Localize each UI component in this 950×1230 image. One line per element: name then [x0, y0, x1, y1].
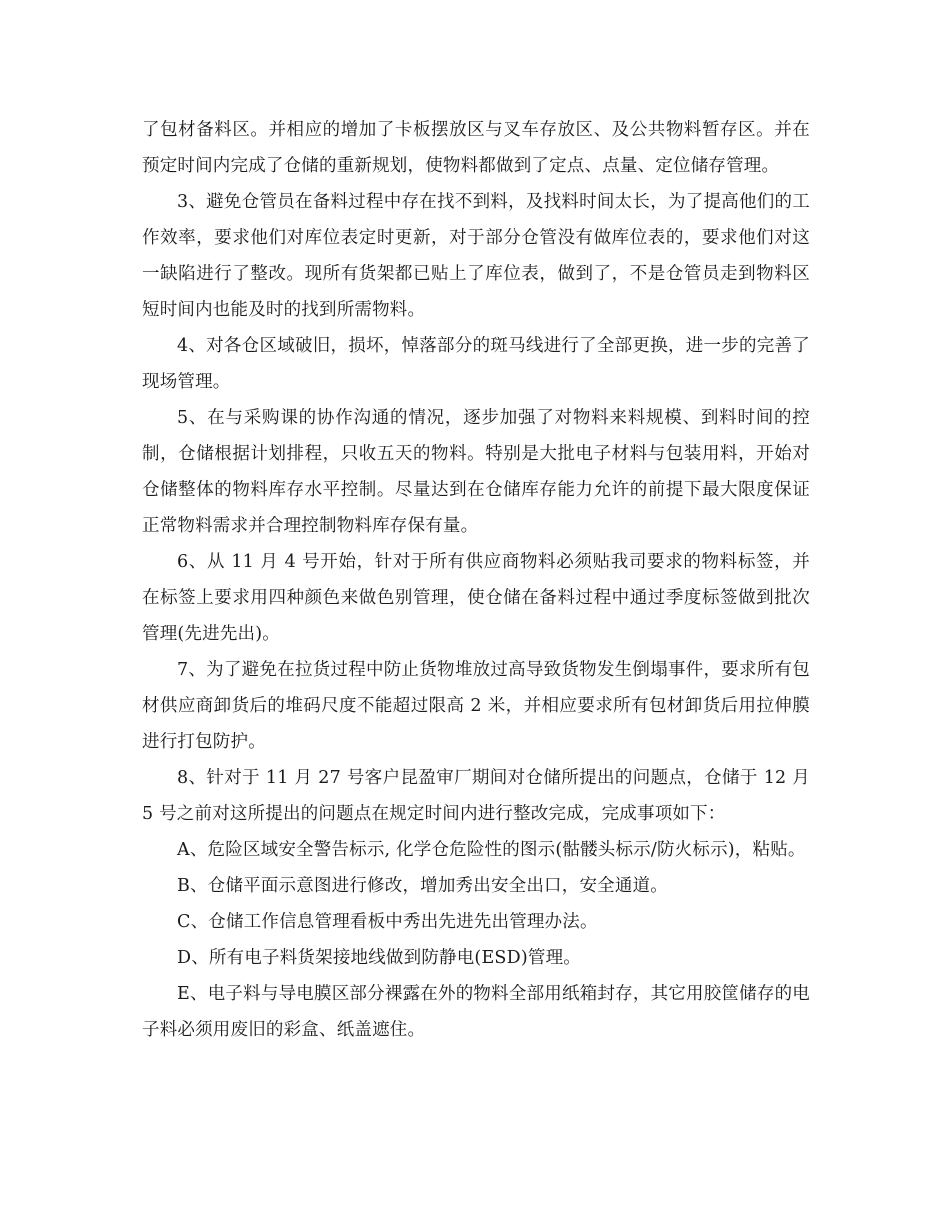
paragraph-continuation: 了包材备料区。并相应的增加了卡板摆放区与叉车存放区、及公共物料暂存区。并在预定时间内完成了仓储的重新规划，使物料都做到了定点、点量、定位储存管理。: [142, 120, 810, 176]
paragraph-item-5: 5、在与采购课的协作沟通的情况，逐步加强了对物料来料规模、到料时间的控制，仓储根据计划排程，只收五天的物料。特别是大批电子材料与包装用料，开始对仓储整体的物料库存水平控制。尽量达到在仓储库存能力允许的前提下最大限度保证正常物料需求并合理控制物料库存保有量。: [142, 408, 810, 536]
paragraph-item-4: 4、对各仓区域破旧，损坏，悼落部分的斑马线进行了全部更换，进一步的完善了现场管理。: [142, 336, 810, 392]
document-body: [142, 112, 810, 1048]
paragraph-item-6: 6、从 11 月 4 号开始，针对于所有供应商物料必须贴我司要求的物料标签，并在标签上要求用四种颜色来做色别管理，使仓储在备料过程中通过季度标签做到批次管理(先进先出)。: [142, 552, 810, 644]
paragraph-subitem-b: B、仓储平面示意图进行修改，增加秀出安全出口，安全通道。: [177, 876, 668, 896]
paragraph-item-8: 8、针对于 11 月 27 号客户昆盈审厂期间对仓储所提出的问题点，仓储于 12 月 5 号之前对这所提出的问题点在规定时间内进行整改完成，完成事项如下：: [142, 768, 810, 824]
paragraph-item-7: 7、为了避免在拉货过程中防止货物堆放过高导致货物发生倒塌事件，要求所有包材供应商卸货后的堆码尺度不能超过限高 2 米，并相应要求所有包材卸货后用拉伸膜进行打包防护。: [142, 660, 810, 752]
paragraph-subitem-c: C、仓储工作信息管理看板中秀出先进先出管理办法。: [177, 912, 598, 932]
paragraph-subitem-e: E、电子料与导电膜区部分裸露在外的物料全部用纸箱封存，其它用胶筐储存的电子料必须用废旧的彩盒、纸盖遮住。: [142, 984, 810, 1040]
paragraph-subitem-d: D、所有电子料货架接地线做到防静电(ESD)管理。: [177, 948, 581, 968]
paragraph-item-3: 3、避免仓管员在备料过程中存在找不到料，及找料时间太长，为了提高他们的工作效率，要求他们对库位表定时更新，对于部分仓管没有做库位表的，要求他们对这一缺陷进行了整改。现所有货架都已贴上了库位表，做到了，不是仓管员走到物料区短时间内也能及时的找到所需物料。: [142, 192, 810, 320]
paragraph-subitem-a: A、危险区域安全警告标示, 化学仓危险性的图示(骷髅头标示/防火标示)，粘贴。: [177, 840, 806, 860]
